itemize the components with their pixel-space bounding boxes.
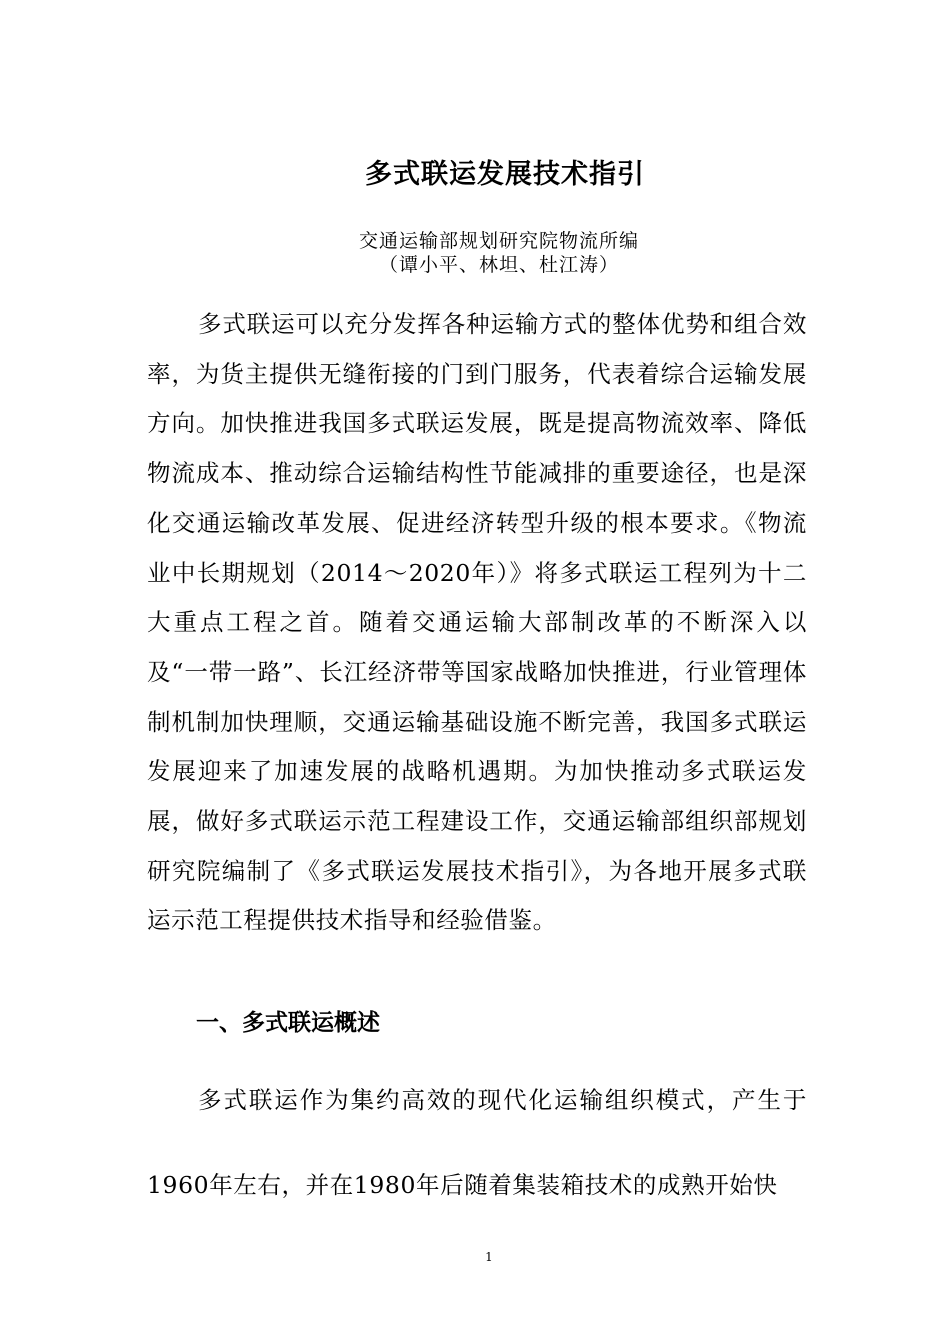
- page-number: 1: [485, 1250, 493, 1264]
- section-heading: 一、多式联运概述: [196, 1010, 380, 1036]
- section-paragraph: 多式联运作为集约高效的现代化运输组织模式，产生于1960年左右，并在1980年后随着集装箱技术的成熟开始快: [147, 1086, 807, 1199]
- document-title: 多式联运发展技术指引: [365, 159, 645, 190]
- byline-organization: 交通运输部规划研究院物流所编: [358, 230, 639, 252]
- intro-paragraph: 多式联运可以充分发挥各种运输方式的整体优势和组合效率，为货主提供无缝衔接的门到门服务，代表着综合运输发展方向。加快推进我国多式联运发展，既是提高物流效率、降低物流成本、推动综合运输结构性节能减排的重要途径，也是深化交通运输改革发展、促进经济转型升级的根本要求。《物流业中长期规划（2014～2020年）》将多式联运工程列为十二大重点工程之首。随着交通运输大部制改革的不断深入以及“一带一路”、长江经济带等国家战略加快推进，行业管理体制机制加快理顺，交通运输基础设施不断完善，我国多式联运发展迎来了加速发展的战略机遇期。为加快推动多式联运发展，做好多式联运示范工程建设工作，交通运输部组织部规划研究院编制了《多式联运发展技术指引》，为各地开展多式联运示范工程提供技术指导和经验借鉴。: [147, 310, 807, 935]
- byline-authors: （谭小平、林坦、杜江涛）: [378, 254, 619, 276]
